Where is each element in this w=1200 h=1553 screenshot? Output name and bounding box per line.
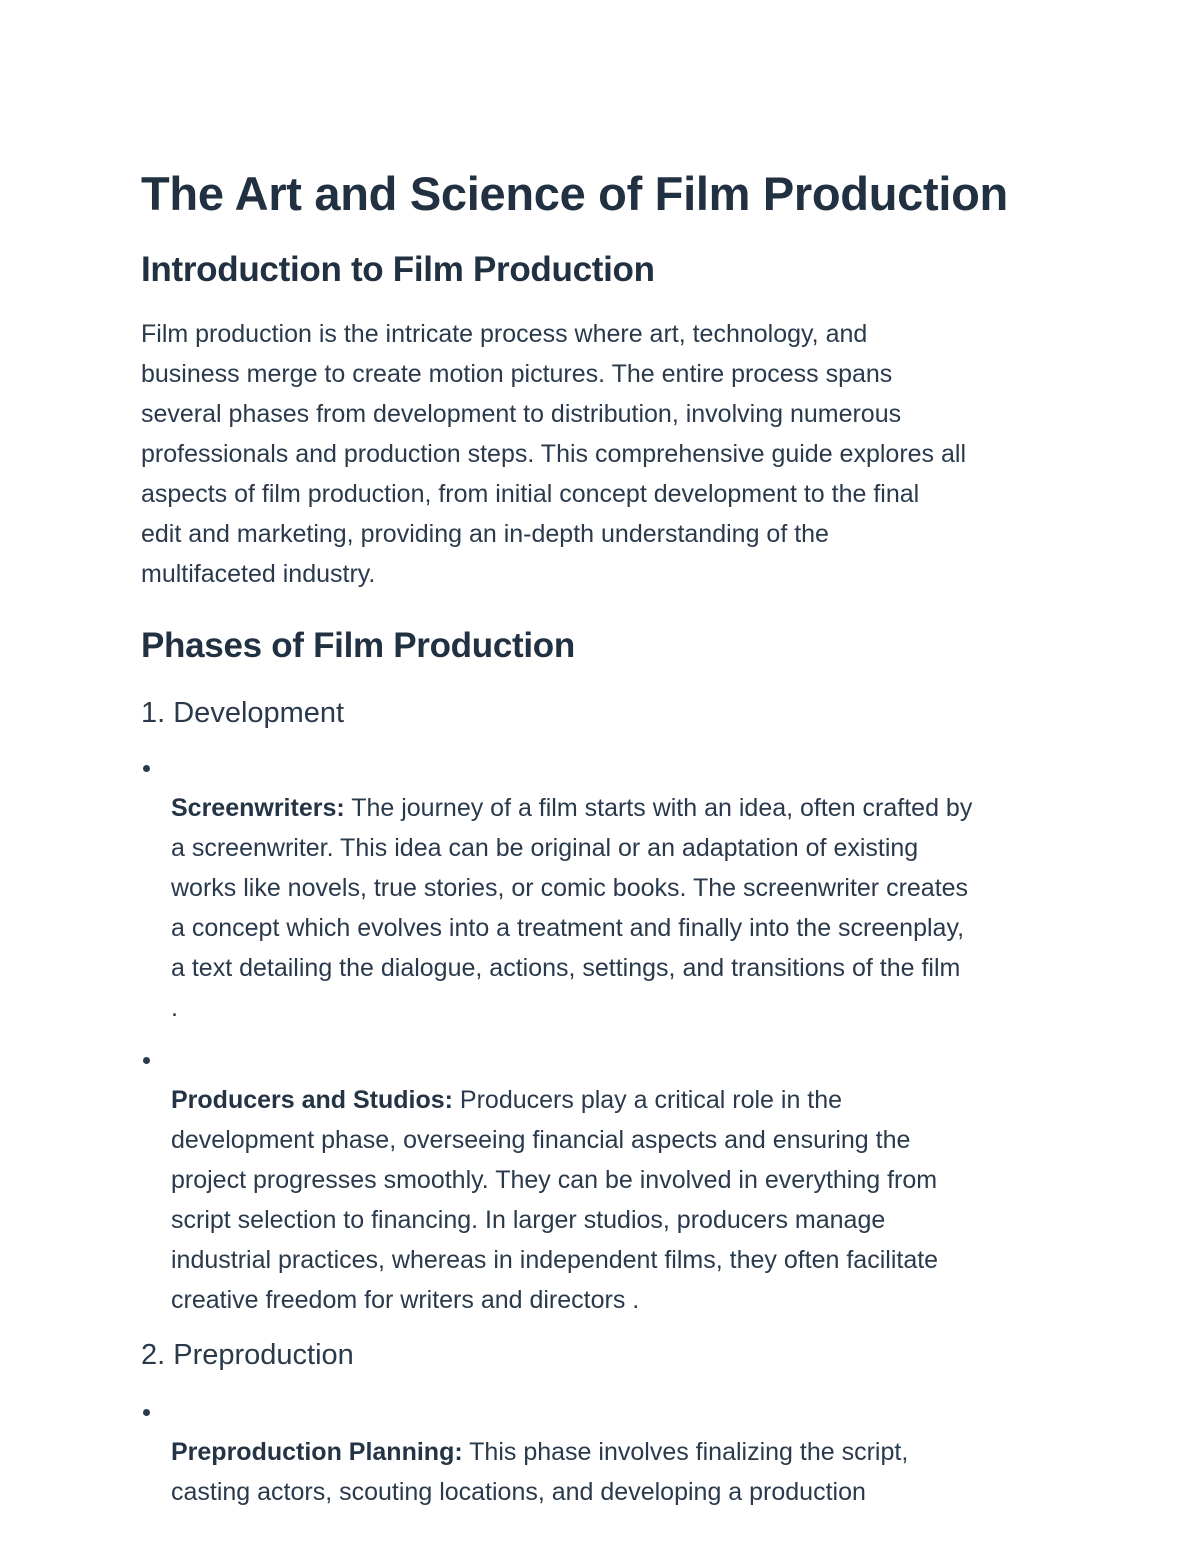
- list-item-text: This phase involves finalizing the script, casting actors, scouting locations, and developing a production: [171, 1438, 909, 1506]
- development-heading: 1. Development: [141, 697, 345, 729]
- development-list: [141, 748, 1060, 1320]
- preproduction-heading: 2. Preproduction: [141, 1339, 354, 1371]
- list-item-text: The journey of a film starts with an idea, often crafted by a screenwriter. This idea can be original or an adaptation of existing works like novels, true stories, or comic books. The screenwriter creates a concept which evolves into a treatment and finally into the screenplay, a text detailing the dialogue, actions, settings, and transitions of the film .: [171, 794, 973, 1022]
- list-item-term: Preproduction Planning:: [171, 1438, 463, 1466]
- document-title: The Art and Science of Film Production: [141, 167, 1008, 220]
- list-item-screenwriters: [141, 748, 1060, 1028]
- list-item-text: Producers play a critical role in the development phase, overseeing financial aspects and ensuring the project progresses smoothly. They can be involved in everything from script selection to financing. In larger studios, producers manage industrial practices, whereas in independent films, they often facilitate creative freedom for writers and directors .: [171, 1086, 939, 1314]
- intro-paragraph: Film production is the intricate process where art, technology, and business merge to create motion pictures. The entire process spans several phases from development to distribution, involving numerous professionals and production steps. This comprehensive guide explores all aspects of film production, from initial concept development to the final edit and marketing, providing an in-depth understanding of the multifaceted industry.: [141, 320, 967, 588]
- bullet-icon: [143, 1409, 150, 1416]
- phases-heading: Phases of Film Production: [141, 626, 575, 665]
- list-item-term: Screenwriters:: [171, 794, 345, 822]
- list-item-term: Producers and Studios:: [171, 1086, 453, 1114]
- bullet-icon: [143, 765, 150, 772]
- intro-heading: Introduction to Film Production: [141, 250, 655, 289]
- list-item-producers-studios: [141, 1040, 1060, 1320]
- list-item-preproduction-planning: [141, 1392, 1060, 1512]
- preproduction-list: [141, 1392, 1060, 1512]
- bullet-icon: [143, 1057, 150, 1064]
